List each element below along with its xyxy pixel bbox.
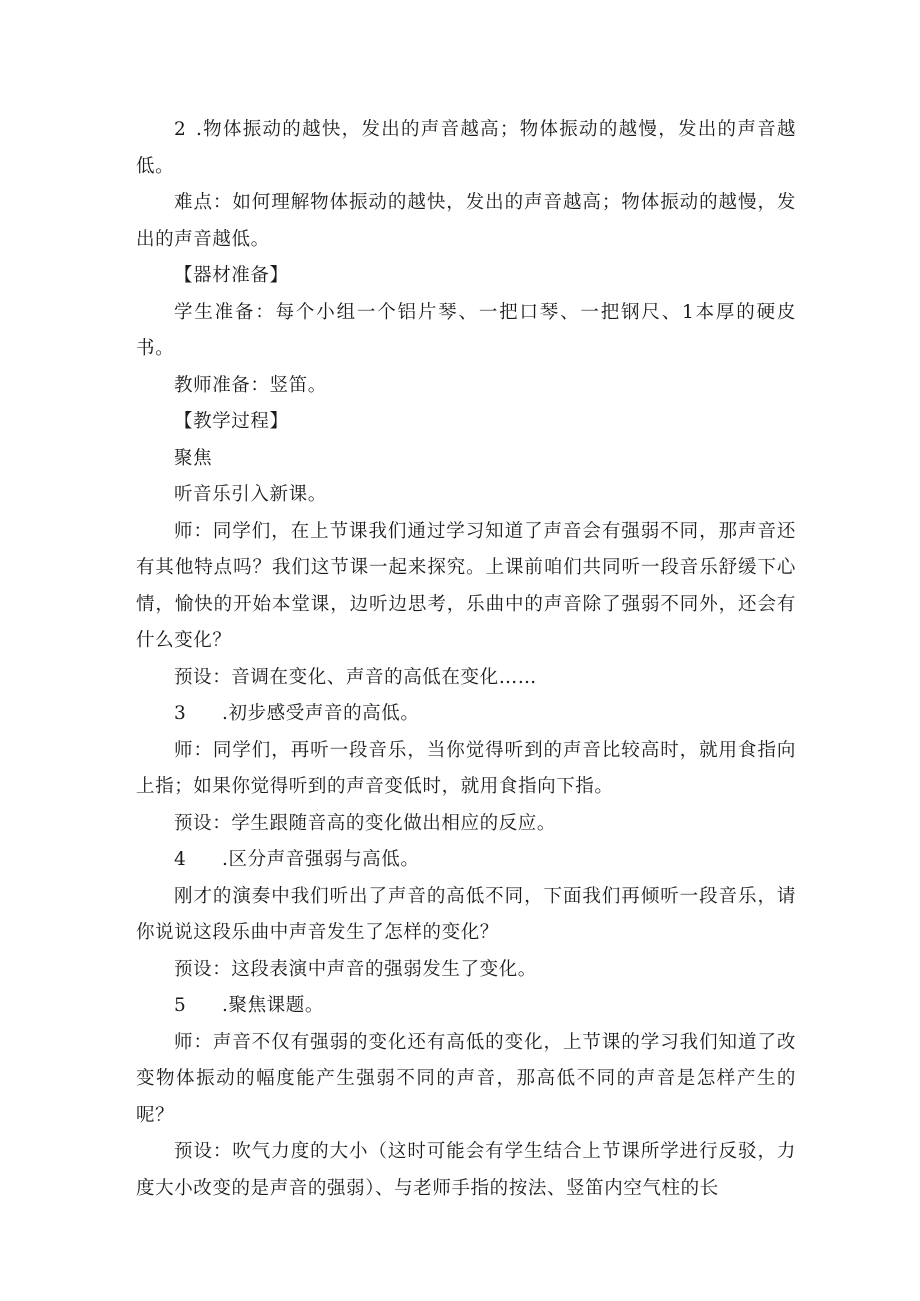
paragraph-teacher-speech-1: 师：同学们，在上节课我们通过学习知道了声音会有强弱不同，那声音还有其他特点吗？我们这节课一起来探究。上课前咱们共同听一段音乐舒缓下心情，愉快的开始本堂课，边听边思考，乐曲中的声音除了强弱不同外，还会有什么变化？ bbox=[136, 520, 796, 651]
paragraph-point-2 bbox=[136, 112, 796, 185]
paragraph-listening: 刚才的演奏中我们听出了声音的高低不同，下面我们再倾听一段音乐，请你说说这段乐曲中声音发生了怎样的变化？ bbox=[136, 885, 796, 943]
section-heading-process: 【教学过程】 bbox=[174, 411, 289, 432]
paragraph-presumption-1: 预设：音调在变化、声音的高低在变化…… bbox=[174, 666, 537, 688]
paragraph-student-prep: 学生准备：每个小组一个铝片琴、一把口琴、一把钢尺、1本厚的硬皮书。 bbox=[136, 301, 796, 359]
paragraph-difficulty: 难点：如何理解物体振动的越快，发出的声音越高；物体振动的越慢，发出的声音越低。 bbox=[136, 192, 796, 250]
paragraph-point-5 bbox=[136, 988, 796, 1025]
list-number: 3 bbox=[174, 703, 187, 724]
paragraph-text: .物体振动的越快，发出的声音越高；物体振动的越慢，发出的声音越低。 bbox=[136, 119, 796, 177]
paragraph-point-3 bbox=[136, 696, 796, 733]
paragraph-teacher-speech-3: 师：声音不仅有强弱的变化还有高低的变化，上节课的学习我们知道了改变物体振动的幅度能产生强弱不同的声音，那高低不同的声音是怎样产生的呢？ bbox=[136, 1031, 796, 1126]
document-page bbox=[136, 112, 796, 1207]
paragraph-text: .区分声音强弱与高低。 bbox=[222, 849, 420, 870]
paragraph-text: .初步感受声音的高低。 bbox=[222, 703, 420, 724]
paragraph-intro: 听音乐引入新课。 bbox=[174, 484, 327, 505]
list-number: 2 bbox=[174, 119, 187, 140]
section-heading-materials: 【器材准备】 bbox=[174, 265, 289, 286]
paragraph-presumption-3: 预设：这段表演中声音的强弱发生了变化。 bbox=[174, 958, 537, 980]
list-number: 5 bbox=[174, 995, 187, 1016]
paragraph-text: .聚焦课题。 bbox=[222, 995, 324, 1016]
paragraph-presumption-4: 预设：吹气力度的大小（这时可能会有学生结合上节课所学进行反驳，力度大小改变的是声音的强弱）、与老师手指的按法、竖笛内空气柱的长 bbox=[136, 1141, 796, 1199]
paragraph-teacher-prep: 教师准备：竖笛。 bbox=[174, 374, 327, 396]
subheading-focus: 聚焦 bbox=[174, 447, 213, 469]
list-number: 4 bbox=[174, 849, 187, 870]
paragraph-presumption-2: 预设：学生跟随音高的变化做出相应的反应。 bbox=[174, 812, 557, 834]
paragraph-point-4 bbox=[136, 842, 796, 879]
paragraph-teacher-speech-2: 师：同学们，再听一段音乐，当你觉得听到的声音比较高时，就用食指向上指；如果你觉得听到的声音变低时，就用食指向下指。 bbox=[136, 739, 796, 797]
